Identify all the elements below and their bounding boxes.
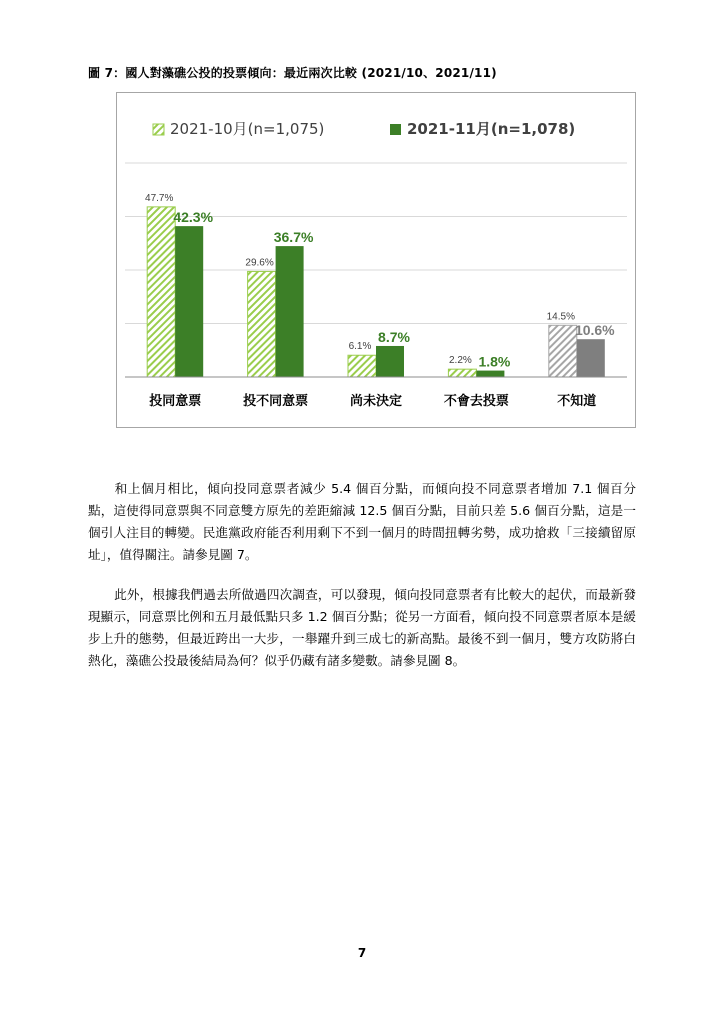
bar-series-1 <box>147 207 175 377</box>
bar-series-1 <box>348 355 376 377</box>
bar-series-2 <box>476 371 504 377</box>
legend-label-series-2: 2021-11月(n=1,078) <box>407 120 576 138</box>
body-paragraph-1 <box>88 478 636 566</box>
legend-swatch-series-1 <box>153 124 164 135</box>
bar-series-2 <box>577 339 605 377</box>
data-label-series-1: 14.5% <box>546 311 575 323</box>
legend-label-series-1: 2021-10月(n=1,075) <box>170 120 325 138</box>
data-label-series-2: 10.6% <box>574 322 615 339</box>
bar-series-2 <box>376 346 404 377</box>
data-label-series-2: 42.3% <box>173 209 214 226</box>
data-label-series-1: 6.1% <box>348 341 372 353</box>
data-label-series-1: 29.6% <box>245 257 274 269</box>
paragraph-2-text: 此外，根據我們過去所做過四次調查，可以發現，傾向投同意票者有比較大的起伏，而最新發現顯示，同意票比例和五月最低點只多 1.2 個百分點；從另一方面看，傾向投不同意票者原本是緩步上升的態勢，但最近跨出一大步，一舉躍升到三成七的新高點。最後不到一個月，雙方攻防將白熱化，藻礁公投最後結局為何？似乎仍藏有諸多變數。請參見圖 8。 <box>88 587 636 668</box>
data-label-series-2: 36.7% <box>273 229 314 246</box>
body-paragraph-2 <box>88 584 636 672</box>
paragraph-1-text: 和上個月相比，傾向投同意票者減少 5.4 個百分點，而傾向投不同意票者增加 7.1 個百分點，這使得同意票與不同意雙方原先的差距縮減 12.5 個百分點，目前只差 5.6 個百分點，這是一個引人注目的轉變。民進黨政府能否利用剩下不到一個月的時間扭轉劣勢，成功搶救「三接續留原址」，值得關注。請參見圖 7。 <box>88 481 636 562</box>
bar-series-1 <box>448 369 476 377</box>
category-label: 投不同意票 <box>243 394 309 409</box>
data-label-series-2: 8.7% <box>378 328 410 345</box>
bar-chart <box>117 93 635 427</box>
bar-series-1 <box>248 271 276 377</box>
bar-series-2 <box>276 246 304 377</box>
figure-title: 圖 7：國人對藻礁公投的投票傾向：最近兩次比較 (2021/10、2021/11) <box>88 66 497 80</box>
category-label: 投同意票 <box>149 394 202 409</box>
category-label: 不會去投票 <box>443 394 509 409</box>
category-label: 不知道 <box>557 394 597 409</box>
data-label-series-1: 47.7% <box>145 192 174 204</box>
chart-frame <box>116 92 636 428</box>
bar-series-2 <box>175 226 203 377</box>
data-label-series-1: 2.2% <box>449 355 472 367</box>
bar-series-1 <box>549 325 577 377</box>
category-label: 尚未決定 <box>349 394 403 409</box>
page-number: 7 <box>357 946 367 960</box>
data-label-series-2: 1.8% <box>478 353 511 370</box>
legend-swatch-series-2 <box>390 124 401 135</box>
